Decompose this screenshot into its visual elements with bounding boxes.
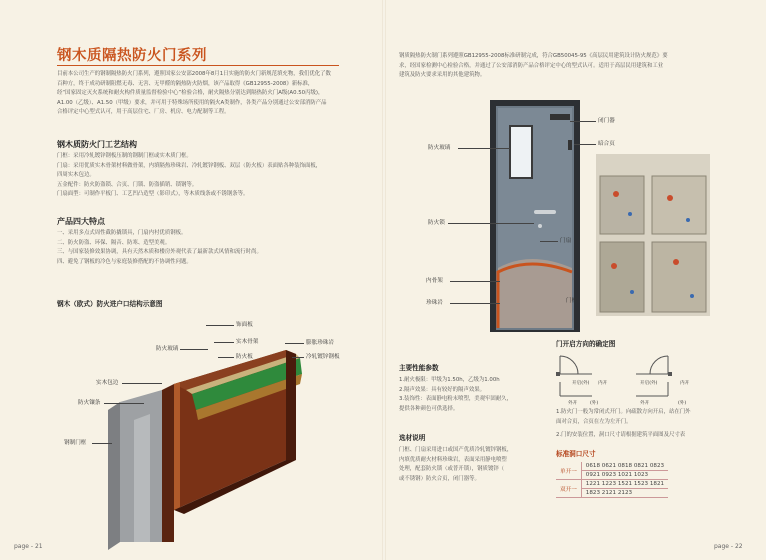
photo-door-2 xyxy=(652,176,706,234)
steel-frame-side xyxy=(108,402,120,550)
table-cell: 1221 1223 1521 1523 1821 xyxy=(581,480,668,489)
label-wood-edge: 实木包边 xyxy=(96,380,119,386)
opening-label-5: 外开 xyxy=(568,401,578,406)
table-cell: 0921 0923 1021 1023 xyxy=(581,471,668,480)
wood-edge xyxy=(162,384,174,542)
sizes-heading: 标准洞口尺寸 xyxy=(556,450,596,458)
table-row xyxy=(556,480,668,489)
opening-label-6: (外) xyxy=(590,401,599,406)
door-keyhole xyxy=(538,224,542,228)
sizes-table xyxy=(556,462,668,498)
frame-inner xyxy=(134,414,150,542)
diagram-title: 钢木（欧式）防火进户口结构示意图 xyxy=(57,300,163,308)
opening-label-4: 内开 xyxy=(680,381,690,386)
label-wood-keel: 实木骨架 xyxy=(236,339,259,345)
row-label: 单开一 xyxy=(556,462,581,480)
label-closer: 闭门器 xyxy=(598,118,615,124)
label-lock: 防火锁 xyxy=(428,220,445,226)
door-closer xyxy=(550,114,570,120)
table-row xyxy=(556,462,668,471)
intro-paragraph: 目前本公司生产的钢制隔热防火门系列，遵照国家公安部2008年8月1日实施的防火门新规范填充物，我们优化了数 百种方，终于成功研制阻燃无毒、无害、无甲醛的隔热防火防烟，该产品取得《GB12955-2008》新标准， 经“国家固定灭火系统和耐火构件质量监督检验中心”检验合格，耐火隔热分别达到隔热防火门A级(A0.50丙级)， A1.00（乙级）、A1.50（甲级）要求，并可用于特殊场所使用的隔火A类制作，各类产品分别通过公安部消防产品 合格评定中心型式认可，用于高层住宅、厂房、机房、电力配制等工程。 xyxy=(57,71,331,116)
label-inner-skeleton: 内骨架 xyxy=(426,278,443,284)
opening-label-8: (外) xyxy=(678,401,687,406)
performance-text: 1.耐火极限：甲级为1.50h，乙级为1.00h 2.隔声效果：具有较好的隔声效果。 3.装饰性：表面静电粉末喷塑，美观牢固耐久， 提供各种颜色可供选择。 xyxy=(399,377,512,412)
opening-label-2: 内开 xyxy=(598,381,608,386)
label-glass: 防火玻璃 xyxy=(428,145,451,151)
opening-direction-diagram xyxy=(556,352,706,406)
label-pearlite: 珍珠岩 xyxy=(426,300,443,306)
row-label: 双开一 xyxy=(556,480,581,498)
label-hinge: 暗合页 xyxy=(598,141,615,147)
features-text: 一、采用多点式周性截防撬锁具，门扇内衬优质钢板。 二、防火防盗、环保、隔音、防寒、造型美观。 三、与国家装修效果协调，具有天然木质和楼房外观代表了最新款式风情和流行时尚。 四、避免了钢板的冷色与家庭装修搭配的不协调性问题。 xyxy=(57,230,262,265)
process-heading: 钢木质防火门工艺结构 xyxy=(57,140,137,149)
hinge-top xyxy=(568,140,572,150)
door-photo-collage xyxy=(596,154,710,316)
page-number-left: page - 21 xyxy=(14,543,43,550)
table-cell: 1823 2121 2123 xyxy=(581,489,668,498)
door-structure-diagram xyxy=(50,310,350,550)
features-heading: 产品四大特点 xyxy=(57,217,105,226)
material-heading: 选材说明 xyxy=(399,434,426,442)
title-rule xyxy=(57,65,339,66)
photo-door-4 xyxy=(652,242,706,312)
table-cell: 0618 0621 0818 0821 0823 xyxy=(581,462,668,471)
opening-label-3: 开启(外) xyxy=(640,381,658,386)
label-steel-plate: 冷轧镀锌钢板 xyxy=(306,354,340,360)
label-door-leaf: 门扇 xyxy=(560,238,572,244)
fire-strip xyxy=(174,382,180,510)
process-text: 门框：采用冷轧镀锌钢板压制的钢制门框或实木质门框。 门扇：采用优质实木骨架材料做骨架，内填隔热珍珠岩、冷轧镀锌钢板、双层（防火板）表面贴各种装饰面板， 四周实木包边。 五金配件：防火防盗锁、合页、门锁、防盗插销、锁钢等。 门扇面型：可制作平板门、工艺凹凸造型（影印式），等木质线条或不锈钢条等。 xyxy=(57,153,322,198)
label-fire-board: 防火板 xyxy=(236,354,253,360)
page-fold xyxy=(382,0,386,560)
fire-glass-window xyxy=(510,126,532,178)
door-handle xyxy=(534,210,556,214)
right-intro: 钢质隔热防火制门系列遵照GB12955-2008标准研制完成，符合GB50045-95《高层民用建筑设计防火规范》要 求，经国家检测中心检验合格，并通过了公安部消防产品合格评定中心的型式认可。适用于高层民用建筑和工业 建筑及防火要求采用的其他建筑物。 xyxy=(399,53,668,79)
opening-notes: 1.防火门一般为常闭式开门。向疏散方向开启，站在门外 面对合页，合页在左为左开门。 2.门的安装位置，洞口尺寸请根据建筑平面图及尺寸表 xyxy=(556,409,691,439)
opening-label-7: 外开 xyxy=(640,401,650,406)
label-decor-pearl: 膨胀珍珠岩 xyxy=(306,340,334,346)
opening-heading: 门开启方向的确定图 xyxy=(556,340,616,348)
label-fire-glass: 防火玻璃 xyxy=(156,346,179,352)
photo-door-3 xyxy=(600,242,644,312)
material-text: 门框、门扇采用进口或国产优质冷轧镀锌钢板， 内填优质耐火材料珍珠岩，表面采用静电喷塑 处理，配套防火锁（或普开锁），钢质镀锌（ 或不锈钢）防火合页，闭门器等。 xyxy=(399,447,513,482)
page-number-right: page - 22 xyxy=(714,543,743,550)
label-steel-frame: 钢制门框 xyxy=(64,440,87,446)
opening-label-1: 开启(外) xyxy=(572,381,590,386)
label-decor-board: 饰面板 xyxy=(236,322,253,328)
performance-heading: 主要性能参数 xyxy=(399,364,439,372)
label-fire-strip: 防火镶条 xyxy=(78,400,101,406)
photo-door-1 xyxy=(600,176,644,234)
label-door-frame: 门框 xyxy=(566,298,578,304)
door-side xyxy=(286,350,296,460)
page-title: 钢木质隔热防火门系列 xyxy=(57,48,207,64)
